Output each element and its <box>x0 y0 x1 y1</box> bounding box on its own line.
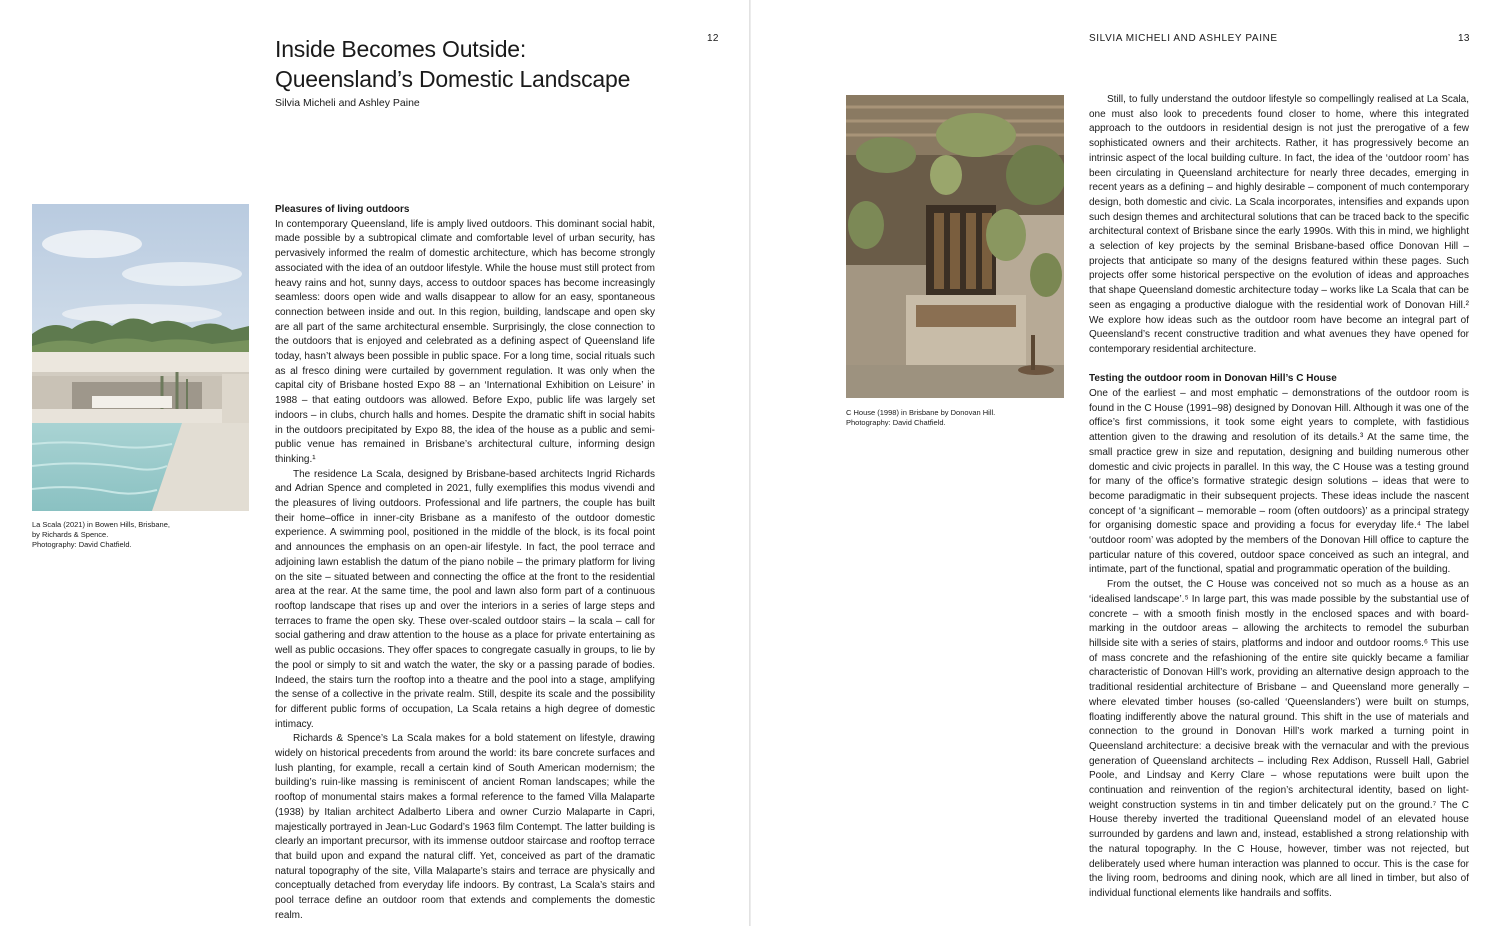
section-heading-pleasures: Pleasures of living outdoors <box>275 204 410 215</box>
caption-line: Photography: David Chatfield. <box>846 418 946 427</box>
right-page <box>751 0 1500 926</box>
la-scala-photo <box>32 204 249 511</box>
c-house-caption <box>846 408 995 428</box>
la-scala-caption <box>32 520 170 550</box>
byline: Silvia Micheli and Ashley Paine <box>275 97 420 109</box>
right-body-text <box>1089 93 1469 902</box>
body-paragraph: Still, to fully understand the outdoor lifestyle so compellingly realised at La Scala, one must also look to precedents found closer to home, where this integrated approach to the outdoors in residential design is not just the prerogative of a few sophisticated owners and their architects. Rather, it has progressively become an intrinsic aspect of the local building culture. In fact, the idea of the ‘outdoor room’ has been circulating in Queensland architecture for nearly three decades, emerging in recent years as a defining – and highly desirable – component of much contemporary design, both domestic and civic. La Scala incorporates, intensifies and expands upon such design themes and architectural solutions that can be traced back to the specific architectural context of Brisbane since the early 1990s. With this in mind, we highlight a selection of key projects by the seminal Brisbane-based office Donovan Hill – projects that anticipate so many of the designs featured within these pages. Such projects offer some historical perspective on the evolution of ideas and approaches that shape Queensland domestic architecture today – works like La Scala that can be seen as engaging a productive dialogue with the residential work of Donovan Hill.² We explore how ideas such as the outdoor room have become an integral part of Queensland’s recent constructive tradition and what avenues they have opened for contemporary residential architecture. <box>1089 94 1469 355</box>
caption-line: C House (1998) in Brisbane by Donovan Hill. <box>846 408 996 417</box>
running-head: SILVIA MICHELI AND ASHLEY PAINE <box>1089 33 1278 44</box>
section-heading-c-house: Testing the outdoor room in Donovan Hill’s C House <box>1089 373 1337 385</box>
body-paragraph: The residence La Scala, designed by Brisbane-based architects Ingrid Richards and Adrian Spence and completed in 2021, fully exemplifies this modus vivendi and the pleasures of living outdoors. Professional and life partners, the couple has built their home–office in inner-city Brisbane as a manifesto of the outdoor domestic experience. A swimming pool, positioned in the middle of the block, is its focal point and announces the emphasis on an open-air lifestyle. In fact, the pool terrace and adjoining lawn establish the datum of the piano nobile – the primary platform for living on the site – situated between and connecting the office at the front to the residential area at the rear. At the same time, the pool and lawn also form part of a continuous rooftop landscape that rises up and over the interiors in a series of large steps and terraces to frame the open sky. These over-scaled outdoor stairs – la scala – call for social gathering and draw attention to the house as a place for private entertaining as well as public occasions. They offer spaces to congregate casually in groups, to lie by the pool or simply to sit and watch the water, the sky or a passing parade of bodies. Indeed, the stairs turn the rooftop into a theatre and the pool into a stage, amplifying the sense of a collective in the private realm. Still, despite its scale and the possibility for different public forms of occupation, La Scala retains a high degree of domestic intimacy. <box>275 468 655 730</box>
title-line-2: Queensland’s Domestic Landscape <box>275 66 631 92</box>
title-line-1: Inside Becomes Outside: <box>275 36 527 62</box>
page-number-left: 12 <box>707 33 719 44</box>
c-house-photo <box>846 95 1064 398</box>
body-paragraph: In contemporary Queensland, life is amply lived outdoors. This dominant social habit, made possible by a subtropical climate and comfortable level of urban security, has pervasively informed the realm of domestic architecture, which has become strongly associated with the idea of an outdoor lifestyle. While the house must still protect from heavy rains and hot, sunny days, access to outdoor spaces has become increasingly seamless: doors open wide and walls disappear to allow for an easy, spontaneous connection between inside and out. In this region, building, landscape and open sky are all part of the same architectural ensemble. Surprisingly, the close connection to the outdoors that is enjoyed and celebrated as a defining aspect of Queensland life today, hasn’t always been possible in public space. For a long time, social rituals such as al fresco dining were curtailed by government regulation. It was only when the capital city of Brisbane hosted Expo 88 – an ‘International Exhibition on Leisure’ in 1988 – that eating outdoors was allowed. Before Expo, public life was largely set indoors – in clubs, church halls and homes. Despite the dramatic shift in social habits in the outdoors precipitated by Expo 88, the idea of the house as a public and semi-public venue has remained in Brisbane’s architectural culture, informing design thinking.¹ <box>275 218 655 465</box>
caption-line: by Richards & Spence. <box>32 530 109 539</box>
article-title <box>275 34 695 94</box>
caption-line: La Scala (2021) in Bowen Hills, Brisbane, <box>32 520 170 529</box>
left-body-text <box>275 203 655 923</box>
page-number-right: 13 <box>1458 33 1470 44</box>
paragraph-spacer <box>1089 358 1469 373</box>
body-paragraph: From the outset, the C House was conceived not so much as a house as an ‘idealised landscape’.⁵ In large part, this was made possible by the substantial use of concrete – with a smooth finish mostly in the enclosed spaces and with board-marking in the outdoor areas – allowing the architects to remodel the suburban hillside site with a series of stairs, platforms and indoor and outdoor rooms.⁶ This use of mass concrete and the refashioning of the entire site quickly became a familiar characteristic of Donovan Hill’s work, providing an alternative design approach to the traditional residential architecture of Brisbane – and Queensland more generally – where elevated timber houses (so-called ‘Queenslanders’) were built on stumps, floating indifferently above the natural ground. This shift in the use of materials and connection to the ground in Donovan Hill’s work marked a turning point in Queensland architecture: a decisive break with the vernacular and with the previous generation of Queensland architects – including Rex Addison, Russell Hall, Gabriel Poole, and Lindsay and Kerry Clare – whose reputations were built upon the continuation and reinvention of the region’s architectural identity, based on light-weight construction systems in tin and timber delicately put on the ground.⁷ The C House thereby inverted the traditional Queensland model of an elevated house surrounded by gardens and lawn and, instead, established a strong relationship with the natural topography. In the C House, however, timber was not rejected, but deliberately used where human interaction was planned to occur. This is the case for the living room, bedrooms and dining nook, which are all lined in timber, but also of individual functional elements like handrails and soffits. <box>1089 579 1469 899</box>
left-page <box>0 0 749 926</box>
body-paragraph: One of the earliest – and most emphatic – demonstrations of the outdoor room is found in the C House (1991–98) designed by Donovan Hill. Although it was one of the office’s first commissions, it took some eight years to complete, with fastidious attention given to the drawing and resolution of its details.³ At the same time, the small practice grew in size and reputation, designing and building numerous other domestic and civic projects in parallel. In this way, the C House was a testing ground for many of the office’s formative strategic design solutions – ideas that were to become paradigmatic in their subsequent projects. These ideas include the nascent concept of ‘a significant – memorable – room (often outdoors)’ as a principal strategy for organising domestic space and providing a focus for everyday life.⁴ The label ‘outdoor room’ was adopted by the members of the Donovan Hill office to capture the particular nature of this covered, outdoor space conceived as such an integral, and intimate, part of the functional, spatial and programmatic operation of the building. <box>1089 388 1469 576</box>
caption-line: Photography: David Chatfield. <box>32 540 132 549</box>
body-paragraph: Richards & Spence’s La Scala makes for a bold statement on lifestyle, drawing widely on historical precedents from around the world: its bare concrete surfaces and lush planting, for example, recall a certain kind of South American modernism; the building’s ruin-like massing is reminiscent of ancient Roman landscapes; while the rooftop of monumental stairs makes a formal reference to the famed Villa Malaparte (1938) by Italian architect Adalberto Libera and owner Curzio Malaparte in Capri, majestically portrayed in Jean-Luc Godard’s 1963 film Contempt. The latter building is clearly an important precursor, with its immense outdoor staircase and rooftop terrace that build upon and expand the natural cliff. Yet, conceived as part of the dramatic natural topography of the site, Villa Malaparte’s stairs and terrace are physically and conceptually detached from everyday life indoors. By contrast, La Scala’s stairs and pool terrace define an outdoor room that extends and complements the domestic realm. <box>275 733 655 921</box>
